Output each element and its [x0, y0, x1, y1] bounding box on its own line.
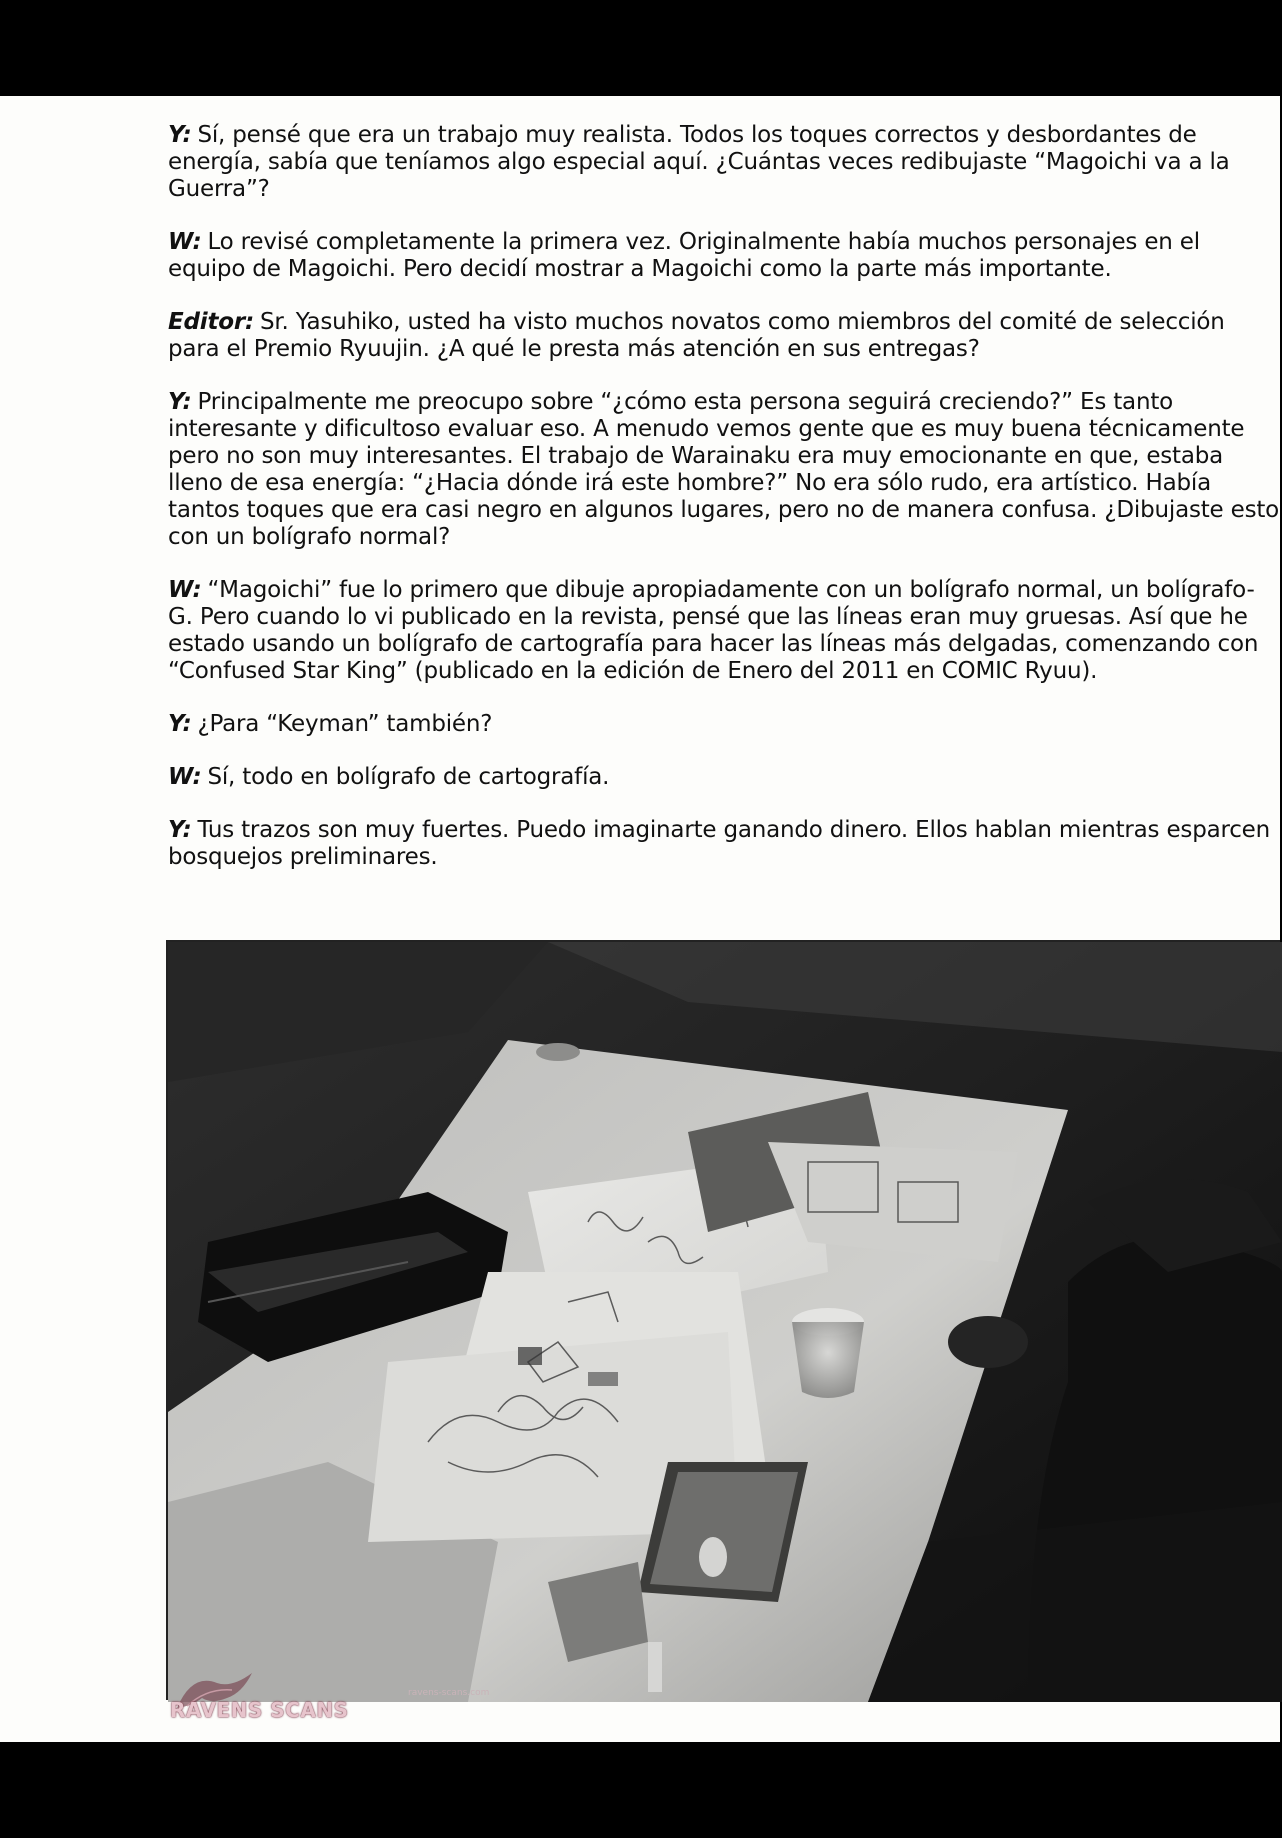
speaker-label: Y:	[168, 122, 192, 148]
paragraph	[168, 577, 1280, 685]
top-black-bar	[0, 0, 1280, 96]
manga-page	[0, 96, 1280, 1742]
watermark-name: RAVENS SCANS	[170, 1698, 349, 1722]
paragraph-text: Sí, todo en bolígrafo de cartografía.	[207, 764, 610, 790]
paragraph-text: Principalmente me preocupo sobre “¿cómo esta persona seguirá creciendo?” Es tanto interesante y dificultoso evaluar eso. A menudo vemos gente que es muy buena técnicamente pero no son muy interesantes. El trabajo de Warainaku era muy emocionante en que, estaba lleno de esa energía: “¿Hacia dónde irá este hombre?” No era sólo rudo, era artístico. Había tantos toques que era casi negro en algunos lugares, pero no de manera confusa. ¿Dibujaste esto con un bolígrafo normal?	[168, 389, 1280, 550]
bottom-black-bar	[0, 1742, 1280, 1838]
paragraph-text: Sr. Yasuhiko, usted ha visto muchos novatos como miembros del comité de selección para el Premio Ryuujin. ¿A qué le presta más atención en sus entregas?	[168, 309, 1225, 362]
watermark-url: ravens-scans.com	[408, 1688, 490, 1698]
paragraph-text: “Magoichi” fue lo primero que dibuje apropiadamente con un bolígrafo normal, un bolígrafo-G. Pero cuando lo vi publicado en la revista, pensé que las líneas eran muy gruesas. Así que he estado usando un bolígrafo de cartografía para hacer las líneas más delgadas, comenzando con “Confused Star King” (publicado en la edición de Enero del 2011 en COMIC Ryuu).	[168, 577, 1259, 684]
photo-illustration	[168, 942, 1282, 1702]
paragraph	[168, 309, 1280, 363]
speaker-label: Editor:	[168, 309, 254, 335]
paragraph	[168, 711, 1280, 738]
paragraph	[168, 229, 1280, 283]
paragraph	[168, 122, 1280, 203]
paragraph-text: Sí, pensé que era un trabajo muy realista. Todos los toques correctos y desbordantes de energía, sabía que teníamos algo especial aquí. ¿Cuántas veces redibujaste “Magoichi va a la Guerra”?	[168, 122, 1230, 202]
interview-text	[168, 122, 1280, 897]
paragraph-text: ¿Para “Keyman” también?	[197, 711, 493, 737]
paragraph	[168, 389, 1280, 551]
speaker-label: Y:	[168, 817, 192, 843]
speaker-label: Y:	[168, 389, 192, 415]
paragraph	[168, 764, 1280, 791]
speaker-label: W:	[168, 764, 202, 790]
paragraph-text: Lo revisé completamente la primera vez. Originalmente había muchos personajes en el equipo de Magoichi. Pero decidí mostrar a Magoichi como la parte más importante.	[168, 229, 1200, 282]
speaker-label: Y:	[168, 711, 192, 737]
table-sketches-photo	[166, 940, 1280, 1722]
paragraph-text: Tus trazos son muy fuertes. Puedo imaginarte ganando dinero. Ellos hablan mientras esparcen bosquejos preliminares.	[168, 817, 1271, 870]
paragraph	[168, 817, 1280, 871]
speaker-label: W:	[168, 577, 202, 603]
speaker-label: W:	[168, 229, 202, 255]
